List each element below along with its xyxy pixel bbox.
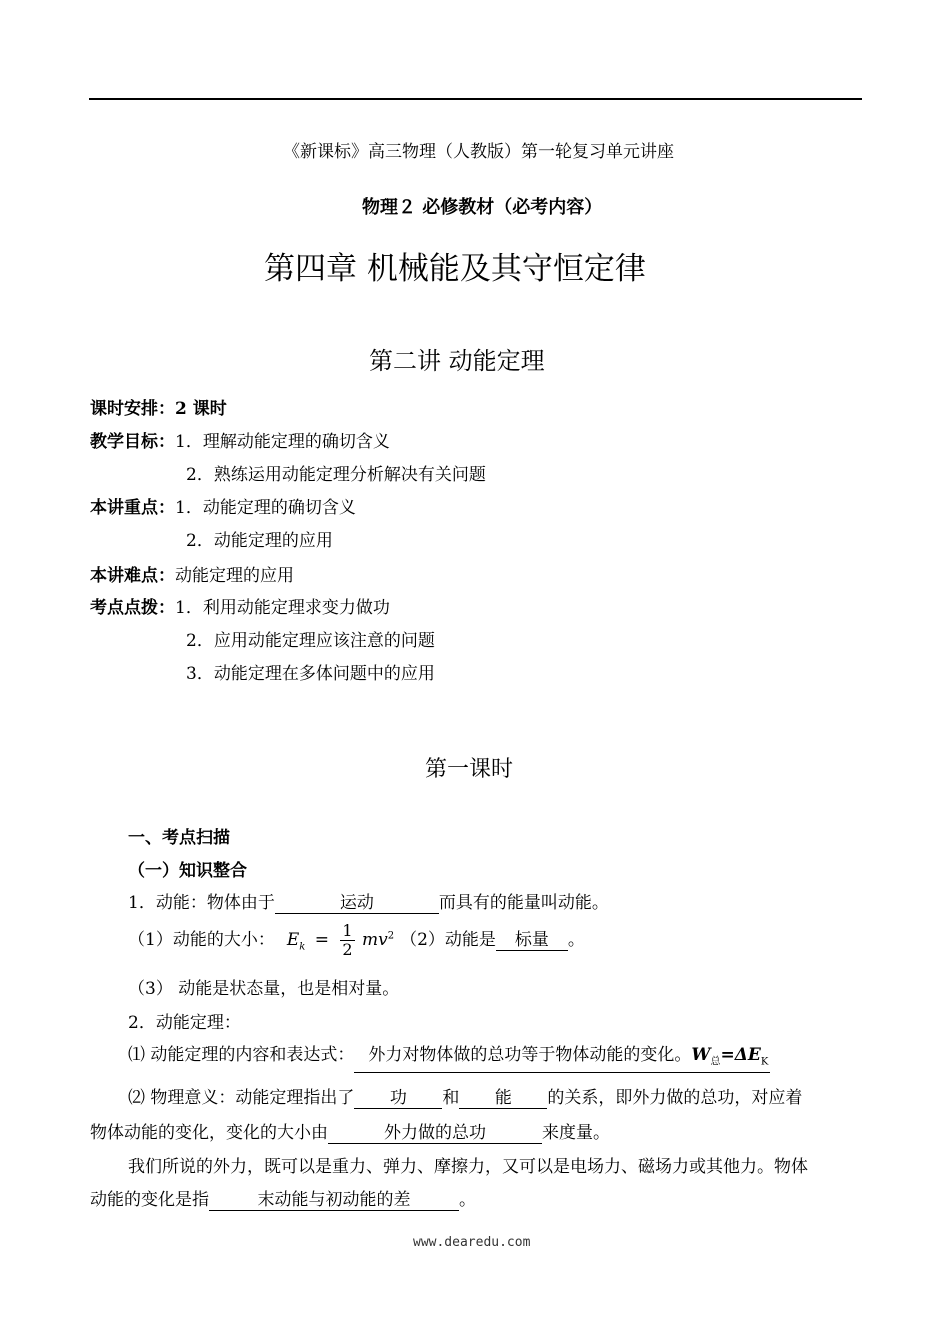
state-quantity-line: （3） 动能是状态量，也是相对量。: [128, 979, 400, 999]
text-segment: 1．动能：物体由于: [128, 893, 275, 913]
schedule-label: 课时安排：: [90, 399, 175, 419]
formula-subscript: k: [299, 940, 306, 952]
lecture-title: 第二讲 动能定理: [369, 347, 545, 375]
text-segment: 而具有的能量叫动能。: [438, 893, 609, 913]
text-segment: 的关系，即外力做的总功，对应着: [547, 1088, 803, 1108]
formula-equals: =: [314, 929, 329, 950]
kinetic-energy-formula-line: [128, 918, 585, 962]
text-segment: 来度量。: [542, 1123, 610, 1143]
fraction-denominator: 2: [342, 939, 353, 959]
formula-subscript: 总: [710, 1056, 721, 1068]
difficulty-label: 本讲难点：: [90, 566, 175, 586]
answer-blank: 标量: [496, 930, 568, 951]
answer-blank: 运动: [275, 893, 439, 914]
text-segment: 。: [567, 930, 585, 950]
external-force-line: 我们所说的外力，既可以是重力、弹力、摩擦力，又可以是电场力、磁场力或其他力。物体: [128, 1157, 808, 1177]
exam-point-item: 1．利用动能定理求变力做功: [175, 598, 390, 618]
formula-superscript: 2: [387, 929, 395, 941]
text-segment: ⑵ 物理意义：动能定理指出了: [128, 1088, 355, 1108]
formula-symbol: =ΔE: [720, 1045, 761, 1065]
section-heading: 一、考点扫描: [128, 828, 230, 848]
header-rule: [89, 98, 862, 100]
text-segment: （2）动能是: [400, 930, 496, 950]
physical-meaning-line: [128, 1087, 802, 1109]
formula-symbol: W: [691, 1045, 711, 1065]
lesson-title: 第一课时: [425, 757, 514, 782]
answer-blank: [354, 1045, 770, 1073]
text-segment: 。: [459, 1190, 476, 1210]
exam-point-item: 2．应用动能定理应该注意的问题: [186, 631, 435, 651]
series-title: 《新课标》高三物理（人教版）第一轮复习单元讲座: [283, 142, 674, 162]
answer-blank: 功: [354, 1088, 442, 1109]
text-segment: 物体动能的变化，变化的大小由: [90, 1123, 328, 1143]
formula-symbol: mv: [361, 929, 388, 950]
footer-url: www.dearedu.com: [413, 1235, 531, 1250]
goal-item: 1．理解动能定理的确切含义: [175, 432, 390, 452]
goals-label: 教学目标：: [90, 432, 175, 452]
formula-symbol: E: [286, 929, 300, 950]
answer-text: 外力对物体做的总功等于物体动能的变化。: [368, 1045, 692, 1065]
difficulty-line: [90, 565, 294, 587]
answer-blank: 外力做的总功: [328, 1123, 542, 1144]
text-segment: ⑴ 动能定理的内容和表达式：: [128, 1045, 355, 1065]
subtitle: 物理２ 必修教材（必考内容）: [362, 197, 603, 218]
key-points-label: 本讲重点：: [90, 498, 175, 518]
formula: [287, 922, 394, 959]
goal-item: 2．熟练运用动能定理分析解决有关问题: [186, 465, 486, 485]
exam-point-item: 3．动能定理在多体问题中的应用: [186, 664, 435, 684]
text-segment: （1）动能的大小：: [128, 930, 275, 950]
theorem-content-line: [128, 1044, 770, 1073]
kinetic-energy-definition: [128, 892, 609, 914]
formula-subscript: K: [760, 1056, 769, 1068]
answer-blank: 能: [459, 1088, 547, 1109]
goals-line: [90, 431, 390, 453]
fraction-numerator: 1: [342, 920, 353, 940]
theorem-heading: 2．动能定理：: [128, 1013, 241, 1033]
key-point-item: 1．动能定理的确切含义: [175, 498, 356, 518]
text-segment: 和: [442, 1088, 460, 1108]
schedule-value: 2 课时: [175, 399, 227, 419]
physical-meaning-line-2: [90, 1122, 610, 1144]
key-points-line: [90, 497, 356, 519]
difficulty-value: 动能定理的应用: [175, 566, 294, 586]
chapter-title: 第四章 机械能及其守恒定律: [264, 251, 646, 287]
schedule-line: [90, 398, 227, 420]
exam-points-label: 考点点拨：: [90, 598, 175, 618]
fraction: [340, 922, 354, 959]
section-subheading: （一）知识整合: [128, 861, 247, 881]
text-segment: 动能的变化是指: [90, 1190, 209, 1210]
energy-change-line: [90, 1189, 476, 1211]
key-point-item: 2．动能定理的应用: [186, 531, 333, 551]
exam-points-line: [90, 597, 390, 619]
answer-blank: 末动能与初动能的差: [209, 1190, 459, 1211]
